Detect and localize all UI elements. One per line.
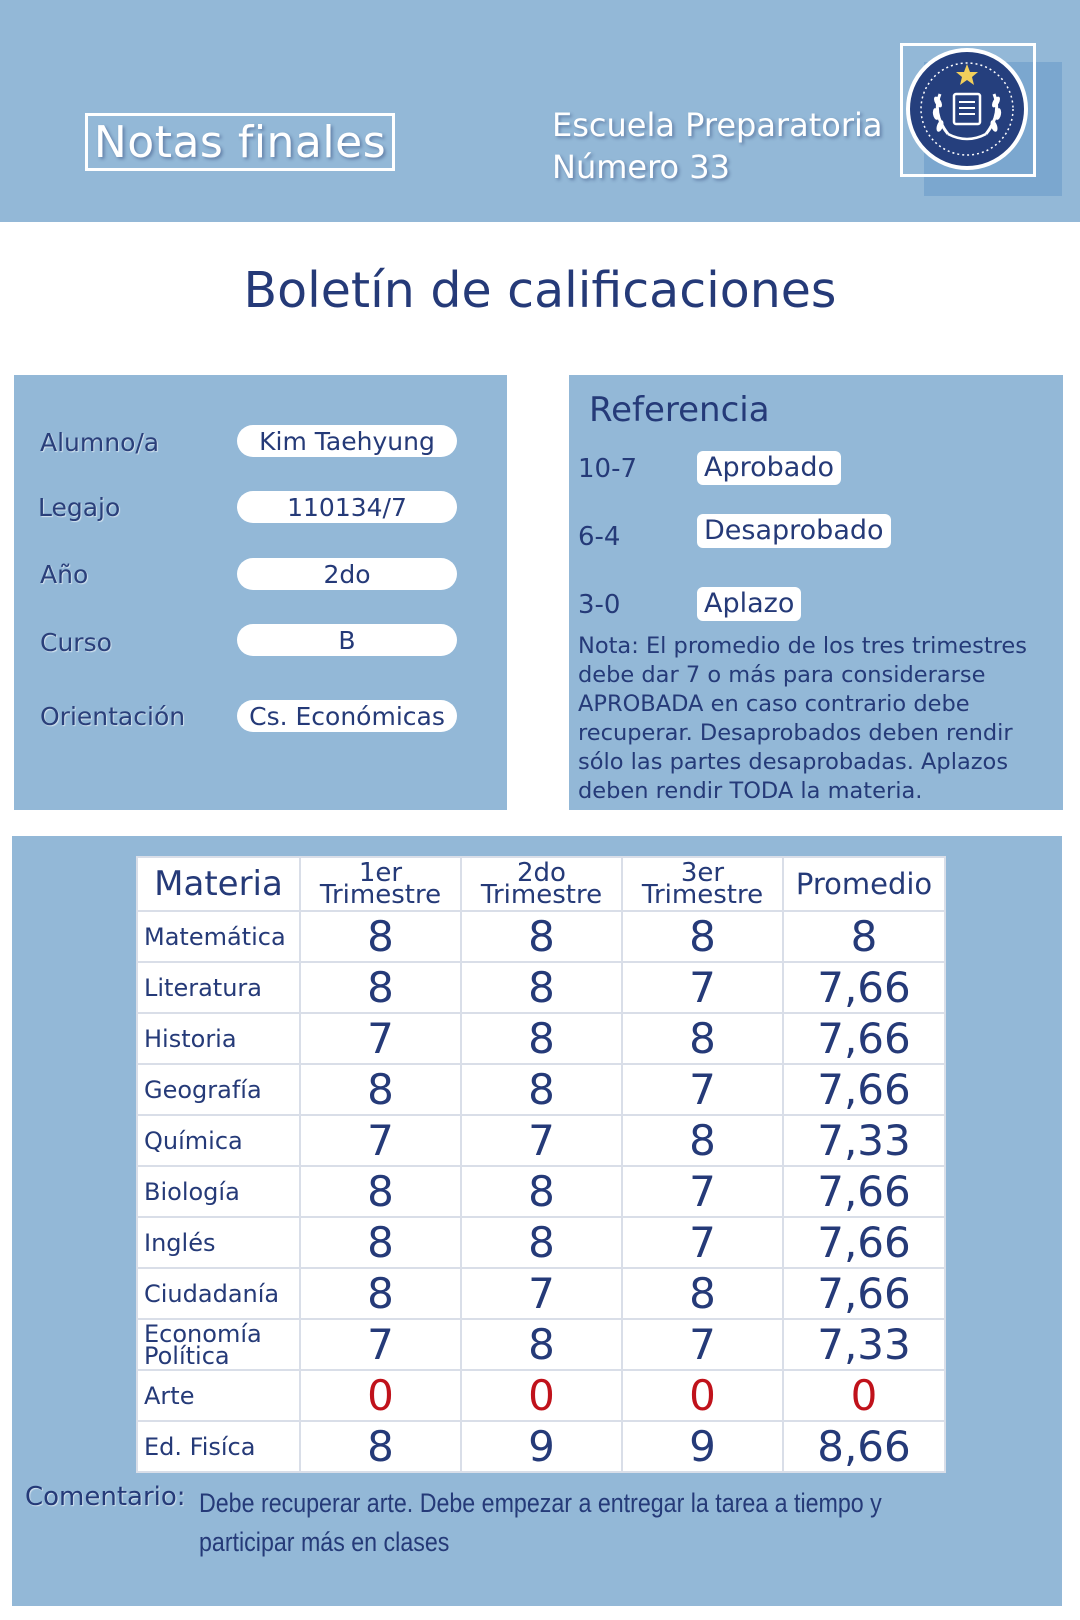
reference-range: 6-4	[578, 522, 621, 552]
term-2-grade: 8	[461, 911, 622, 962]
term-2-grade: 0	[461, 1370, 622, 1421]
term-3-grade: 8	[622, 911, 783, 962]
term-1-grade: 8	[300, 1064, 461, 1115]
table-row	[137, 1013, 945, 1064]
subject-cell: Ciudadanía	[137, 1268, 300, 1319]
comment-text	[199, 1484, 1016, 1562]
student-name-value: Kim Taehyung	[237, 425, 457, 457]
term-3-grade: 8	[622, 1013, 783, 1064]
school-name-line2: Número 33	[552, 148, 730, 186]
subject-cell	[137, 1319, 300, 1370]
legajo-value: 110134/7	[237, 491, 457, 523]
comment-line: participar más en clases	[199, 1527, 450, 1557]
legajo-label: Legajo	[38, 493, 121, 522]
subject-cell: Arte	[137, 1370, 300, 1421]
subject-line: Política	[144, 1341, 230, 1370]
table-row	[137, 1217, 945, 1268]
column-header-term-2	[461, 857, 622, 911]
subject-cell: Química	[137, 1115, 300, 1166]
term-1-grade: 7	[300, 1115, 461, 1166]
term-1-grade: 8	[300, 1421, 461, 1472]
table-row	[137, 1370, 945, 1421]
term-3-grade: 8	[622, 1268, 783, 1319]
column-header-term-3	[622, 857, 783, 911]
column-header-subject: Materia	[137, 857, 300, 911]
reference-title: Referencia	[589, 390, 770, 430]
term-1-grade: 7	[300, 1319, 461, 1370]
school-name	[552, 104, 892, 188]
school-name-line1: Escuela Preparatoria	[552, 106, 883, 144]
term-3-grade: 7	[622, 1166, 783, 1217]
table-row	[137, 1064, 945, 1115]
reference-status-approved: Aprobado	[697, 451, 841, 485]
subject-cell: Historia	[137, 1013, 300, 1064]
term-3-grade: 9	[622, 1421, 783, 1472]
term-2-grade: 8	[461, 962, 622, 1013]
term-3-grade: 7	[622, 1064, 783, 1115]
term-3-grade: 7	[622, 1217, 783, 1268]
reference-range: 10-7	[578, 454, 638, 484]
average-grade: 7,66	[783, 1268, 945, 1319]
column-header-line: 2do	[517, 858, 566, 888]
term-1-grade: 8	[300, 1166, 461, 1217]
grades-table	[136, 856, 946, 1473]
table-header-row	[137, 857, 945, 911]
average-grade: 7,66	[783, 962, 945, 1013]
subject-cell: Biología	[137, 1166, 300, 1217]
subject-cell: Matemática	[137, 911, 300, 962]
term-2-grade: 8	[461, 1166, 622, 1217]
comment-label: Comentario:	[25, 1482, 186, 1512]
table-row	[137, 911, 945, 962]
column-header-line: Trimestre	[480, 880, 603, 910]
school-crest-icon	[906, 48, 1028, 170]
table-row	[137, 1421, 945, 1472]
student-name-label: Alumno/a	[40, 428, 160, 457]
column-header-term-1	[300, 857, 461, 911]
column-header-average: Promedio	[783, 857, 945, 911]
term-3-grade: 8	[622, 1115, 783, 1166]
term-1-grade: 8	[300, 962, 461, 1013]
column-header-line: Trimestre	[641, 880, 764, 910]
average-grade: 7,33	[783, 1319, 945, 1370]
term-2-grade: 8	[461, 1217, 622, 1268]
term-2-grade: 8	[461, 1064, 622, 1115]
term-2-grade: 7	[461, 1268, 622, 1319]
subject-cell: Inglés	[137, 1217, 300, 1268]
subject-cell: Geografía	[137, 1064, 300, 1115]
bulletin-heading: Boletín de calificaciones	[243, 262, 837, 319]
table-row	[137, 1319, 945, 1370]
average-grade: 7,66	[783, 1013, 945, 1064]
term-2-grade: 9	[461, 1421, 622, 1472]
title-box	[85, 113, 395, 171]
reference-status-deferred: Aplazo	[697, 587, 801, 621]
column-header-line: 3er	[680, 858, 725, 888]
orientation-value: Cs. Económicas	[237, 700, 457, 732]
term-1-grade: 8	[300, 1217, 461, 1268]
column-header-line: Trimestre	[319, 880, 442, 910]
average-grade: 8	[783, 911, 945, 962]
term-1-grade: 8	[300, 911, 461, 962]
orientation-label: Orientación	[40, 702, 186, 731]
reference-status-failed: Desaprobado	[697, 514, 891, 548]
term-2-grade: 8	[461, 1319, 622, 1370]
term-3-grade: 7	[622, 1319, 783, 1370]
average-grade: 7,66	[783, 1064, 945, 1115]
term-2-grade: 7	[461, 1115, 622, 1166]
average-grade: 7,66	[783, 1166, 945, 1217]
average-grade: 7,33	[783, 1115, 945, 1166]
course-label: Curso	[40, 628, 112, 657]
average-grade: 0	[783, 1370, 945, 1421]
table-row	[137, 1166, 945, 1217]
subject-cell: Ed. Fisíca	[137, 1421, 300, 1472]
term-2-grade: 8	[461, 1013, 622, 1064]
term-3-grade: 0	[622, 1370, 783, 1421]
term-1-grade: 7	[300, 1013, 461, 1064]
year-value: 2do	[237, 558, 457, 590]
table-row	[137, 962, 945, 1013]
term-1-grade: 8	[300, 1268, 461, 1319]
column-header-line: 1er	[358, 858, 403, 888]
comment-line: Debe recuperar arte. Debe empezar a entregar la tarea a tiempo y	[199, 1488, 882, 1518]
table-row	[137, 1115, 945, 1166]
year-label: Año	[40, 560, 89, 589]
table-row	[137, 1268, 945, 1319]
page-title: Notas finales	[93, 116, 387, 168]
subject-line: Economía	[144, 1319, 262, 1348]
term-1-grade: 0	[300, 1370, 461, 1421]
course-value: B	[237, 624, 457, 656]
term-3-grade: 7	[622, 962, 783, 1013]
average-grade: 7,66	[783, 1217, 945, 1268]
reference-range: 3-0	[578, 590, 621, 620]
reference-note: Nota: El promedio de los tres trimestres debe dar 7 o más para considerarse APROBADA en caso contrario debe recuperar. Desaprobados deben rendir sólo las partes desaprobadas. Aplazos deben rendir TODA la materia.	[578, 633, 1027, 804]
average-grade: 8,66	[783, 1421, 945, 1472]
subject-cell: Literatura	[137, 962, 300, 1013]
